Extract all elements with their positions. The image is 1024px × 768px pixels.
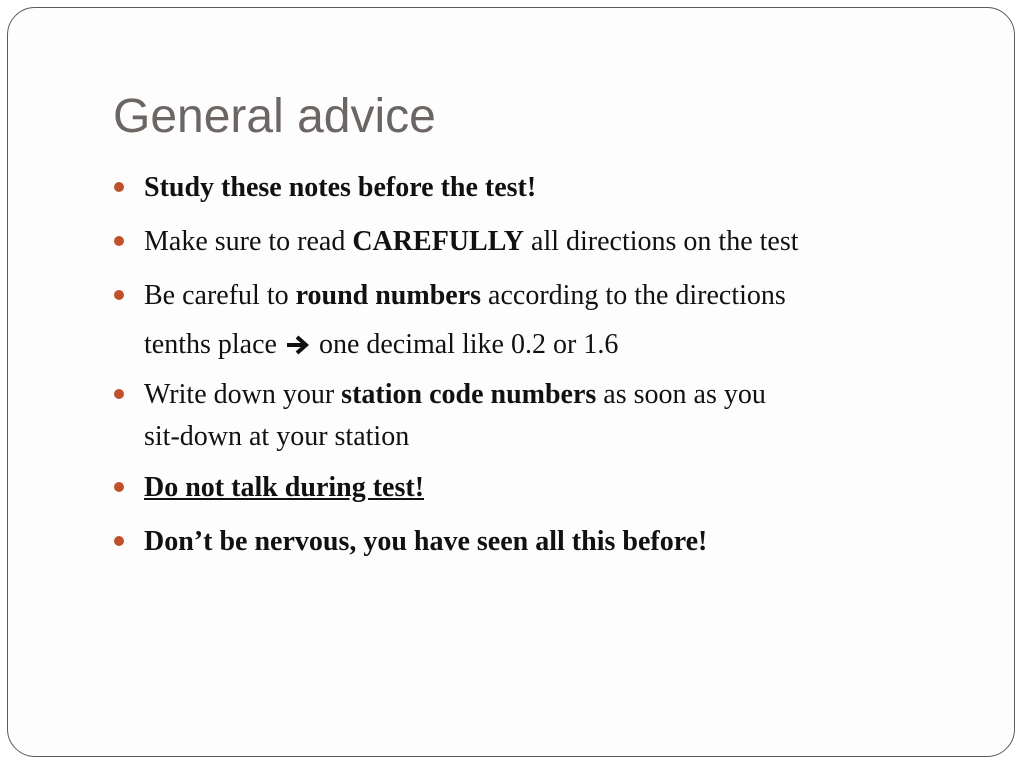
- tenths-place-line: [113, 314, 943, 376]
- bullet-dot-icon: [114, 536, 124, 546]
- bullet-dot-icon: [114, 389, 124, 399]
- bullet-text-post: all directions on the test: [524, 226, 799, 257]
- bullet-dot-icon: [114, 236, 124, 246]
- bullet-text-post: according to the directions: [481, 280, 786, 311]
- bullet-list: [113, 166, 943, 564]
- bullet-item-round-numbers: [113, 274, 943, 318]
- slide-title: General advice: [113, 90, 436, 143]
- bullet-text-emphasis: round numbers: [295, 280, 482, 311]
- bullet-dot-icon: [114, 182, 124, 192]
- bullet-text-emphasis: station code numbers: [341, 379, 597, 410]
- bullet-text-line2: sit-down at your station: [144, 421, 410, 452]
- bullet-text-emphasis: CAREFULLY: [352, 226, 525, 257]
- bullet-item-not-nervous: [113, 520, 943, 564]
- bullet-text-pre: Make sure to read: [144, 226, 353, 257]
- decimal-example-text: one decimal like 0.2 or 1.6: [311, 329, 619, 360]
- bullet-text-pre: Write down your: [144, 379, 342, 410]
- bullet-text-study: Study these notes before the test!: [144, 172, 537, 203]
- bullet-item-study: [113, 166, 943, 210]
- bullet-dot-icon: [114, 482, 124, 492]
- bullet-text-post: as soon as you: [596, 379, 766, 410]
- tenths-place-text: tenths place: [144, 329, 284, 360]
- bullet-text-pre: Be careful to: [144, 280, 296, 311]
- bullet-dot-icon: [114, 290, 124, 300]
- bullet-item-station-code: [113, 374, 943, 458]
- bullet-text-no-talk: Do not talk during test!: [144, 472, 425, 503]
- bullet-text-not-nervous: Don’t be nervous, you have seen all this before!: [144, 526, 708, 557]
- bullet-item-no-talk: [113, 466, 943, 510]
- right-arrow-icon: [286, 335, 310, 355]
- bullet-item-read-carefully: [113, 220, 943, 264]
